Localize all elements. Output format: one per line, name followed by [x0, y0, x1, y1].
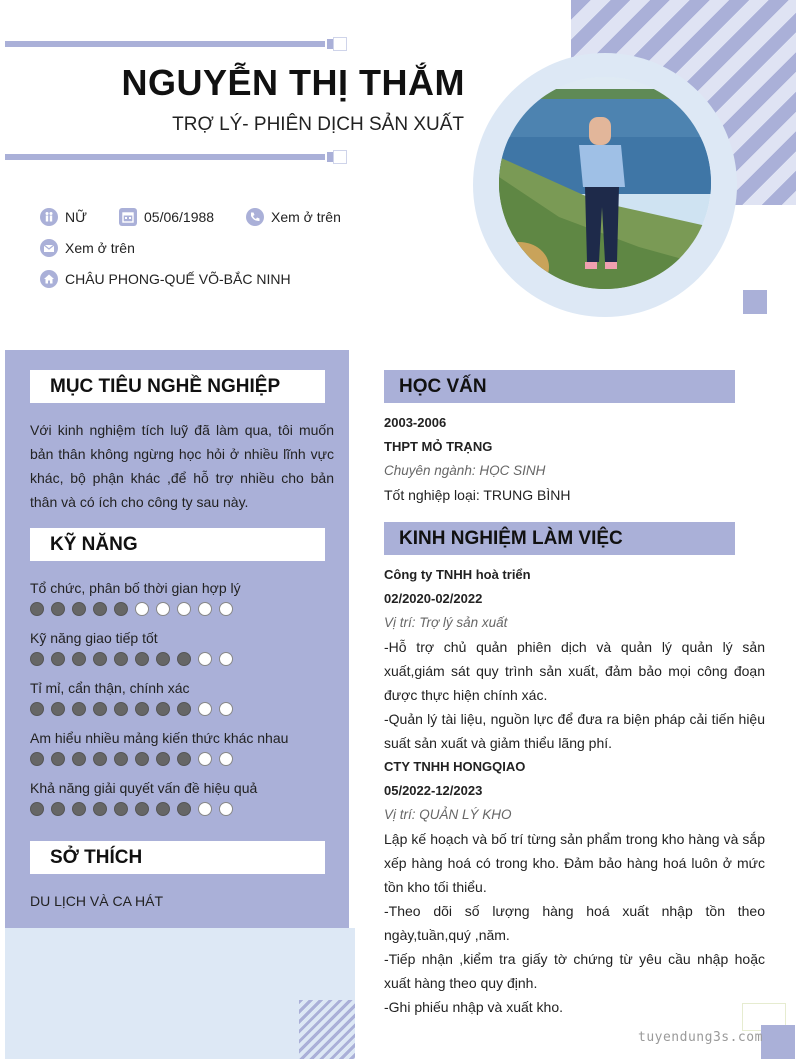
rating-dot-empty	[156, 602, 170, 616]
rating-dot-filled	[72, 702, 86, 716]
skill-item	[30, 678, 340, 716]
rating-dot-filled	[114, 702, 128, 716]
rating-dot-filled	[51, 752, 65, 766]
rating-dot-filled	[114, 602, 128, 616]
watermark: tuyendung3s.com	[638, 1030, 763, 1045]
job-duty: Lập kế hoạch và bố trí từng sản phẩm trong kho hàng và sắp xếp hàng hoá có trong kho. Đảm bảo hàng hoá luôn ở mức tồn kho tối thiểu.	[384, 831, 765, 895]
rating-dot-filled	[114, 752, 128, 766]
education-period: 2003-2006	[384, 415, 447, 430]
rating-dot-filled	[30, 602, 44, 616]
rating-dot-filled	[93, 752, 107, 766]
rating-dot-filled	[93, 702, 107, 716]
education-grade: Tốt nghiệp loại: TRUNG BÌNH	[384, 487, 571, 503]
education-major: Chuyên ngành: HỌC SINH	[384, 463, 546, 478]
education-school: THPT MỎ TRẠNG	[384, 439, 493, 454]
rating-dot-filled	[135, 752, 149, 766]
candidate-role: TRỢ LÝ- PHIÊN DỊCH SẢN XUẤT	[172, 114, 464, 135]
rating-dot-empty	[219, 702, 233, 716]
rating-dot-empty	[219, 652, 233, 666]
job-duty: -Hỗ trợ chủ quản phiên dịch và quản lý quản lý sản xuất,giám sát quy trình sản xuất, đảm bảo mọi công đoạn được thực hiện chính xác.	[384, 639, 765, 703]
contact-email	[40, 239, 135, 257]
rating-dot-empty	[219, 802, 233, 816]
skills-heading: KỸ NĂNG	[30, 528, 325, 561]
job-period: 05/2022-12/2023	[384, 783, 483, 798]
rating-dot-filled	[156, 802, 170, 816]
rating-dot-filled	[135, 652, 149, 666]
rating-dot-filled	[72, 602, 86, 616]
job-duty: -Theo dõi số lượng hàng hoá xuất nhập tồn theo ngày,tuần,quý ,năm.	[384, 903, 765, 943]
contact-gender	[40, 208, 87, 226]
skill-name: Khả năng giải quyết vấn đề hiệu quả	[30, 780, 258, 796]
rating-dot-filled	[72, 802, 86, 816]
rating-dot-filled	[72, 652, 86, 666]
home-icon	[40, 270, 58, 288]
rating-dot-filled	[72, 752, 86, 766]
rating-dot-filled	[93, 802, 107, 816]
contact-birthday	[119, 208, 214, 226]
gender-icon	[40, 208, 58, 226]
contact-address	[40, 270, 291, 288]
hobbies-text: DU LỊCH VÀ CA HÁT	[30, 893, 164, 909]
skill-rating	[30, 802, 340, 816]
job-period: 02/2020-02/2022	[384, 591, 483, 606]
rating-dot-filled	[30, 752, 44, 766]
rating-dot-filled	[156, 752, 170, 766]
rating-dot-filled	[135, 802, 149, 816]
birthday-value: 05/06/1988	[144, 209, 215, 225]
left-decorative-stripes	[299, 1000, 355, 1059]
rating-dot-empty	[198, 802, 212, 816]
skill-item	[30, 728, 340, 766]
rating-dot-filled	[177, 702, 191, 716]
rating-dot-empty	[198, 652, 212, 666]
objective-heading: MỤC TIÊU NGHỀ NGHIỆP	[30, 370, 325, 403]
objective-text: Với kinh nghiệm tích luỹ đã làm qua, tôi muốn bản thân không ngừng học hỏi ở nhiều lĩnh vực khác, bộ phận khác ,để hỗ trợ nhiều cho bản thân và có ích cho công ty sau này.	[30, 422, 334, 510]
rating-dot-filled	[51, 802, 65, 816]
rating-dot-filled	[156, 652, 170, 666]
profile-photo	[499, 77, 711, 289]
rating-dot-filled	[177, 752, 191, 766]
rating-dot-filled	[93, 652, 107, 666]
job-company: CTY TNHH HONGQIAO	[384, 759, 526, 774]
calendar-icon	[119, 208, 137, 226]
accent-square	[743, 290, 767, 314]
experience-heading: KINH NGHIỆM LÀM VIỆC	[384, 522, 735, 555]
candidate-name: NGUYỄN THỊ THẮM	[121, 62, 465, 103]
rating-dot-filled	[93, 602, 107, 616]
header-line-bottom	[5, 150, 343, 164]
email-icon	[40, 239, 58, 257]
rating-dot-empty	[198, 752, 212, 766]
rating-dot-filled	[30, 802, 44, 816]
rating-dot-filled	[114, 652, 128, 666]
corner-square	[761, 1025, 795, 1059]
skill-rating	[30, 602, 340, 616]
rating-dot-empty	[219, 602, 233, 616]
hobbies-heading: SỞ THÍCH	[30, 841, 325, 874]
job-position: Vị trí: Trợ lý sản xuất	[384, 615, 508, 630]
rating-dot-empty	[219, 752, 233, 766]
skill-name: Kỹ năng giao tiếp tốt	[30, 630, 158, 646]
skill-rating	[30, 702, 340, 716]
skill-name: Tỉ mỉ, cẩn thận, chính xác	[30, 680, 190, 696]
skill-rating	[30, 752, 340, 766]
rating-dot-filled	[156, 702, 170, 716]
phone-icon	[246, 208, 264, 226]
rating-dot-filled	[51, 702, 65, 716]
rating-dot-empty	[177, 602, 191, 616]
rating-dot-empty	[198, 602, 212, 616]
header-line-top	[5, 37, 343, 51]
rating-dot-filled	[30, 702, 44, 716]
skill-rating	[30, 652, 340, 666]
contact-phone	[246, 208, 341, 226]
rating-dot-empty	[135, 602, 149, 616]
rating-dot-filled	[177, 802, 191, 816]
rating-dot-filled	[30, 652, 44, 666]
rating-dot-filled	[177, 652, 191, 666]
rating-dot-filled	[51, 602, 65, 616]
skill-name: Tổ chức, phân bố thời gian hợp lý	[30, 580, 241, 596]
skill-item	[30, 778, 340, 816]
address-value: CHÂU PHONG-QUẾ VÕ-BẮC NINH	[65, 271, 291, 287]
job-duty: -Ghi phiếu nhập và xuất kho.	[384, 999, 564, 1015]
skill-name: Am hiểu nhiều mảng kiến thức khác nhau	[30, 730, 289, 746]
skill-item	[30, 578, 340, 616]
rating-dot-filled	[51, 652, 65, 666]
education-heading: HỌC VẤN	[384, 370, 735, 403]
job-position: Vị trí: QUẢN LÝ KHO	[384, 807, 512, 822]
rating-dot-filled	[114, 802, 128, 816]
education-block	[384, 411, 765, 507]
experience-block	[384, 563, 765, 1019]
phone-value: Xem ở trên	[271, 209, 341, 225]
rating-dot-filled	[135, 702, 149, 716]
job-company: Công ty TNHH hoà triển	[384, 567, 531, 582]
skill-item	[30, 628, 340, 666]
gender-value: NỮ	[65, 209, 88, 225]
job-duty: -Quản lý tài liệu, nguồn lực để đưa ra biện pháp cải tiến hiệu suất sản xuất và giảm thiểu lãng phí.	[384, 711, 765, 751]
job-duty: -Tiếp nhận ,kiểm tra giấy tờ chứng từ yêu cầu nhập hoặc xuất hàng theo quy định.	[384, 951, 765, 991]
email-value: Xem ở trên	[65, 240, 135, 256]
rating-dot-empty	[198, 702, 212, 716]
